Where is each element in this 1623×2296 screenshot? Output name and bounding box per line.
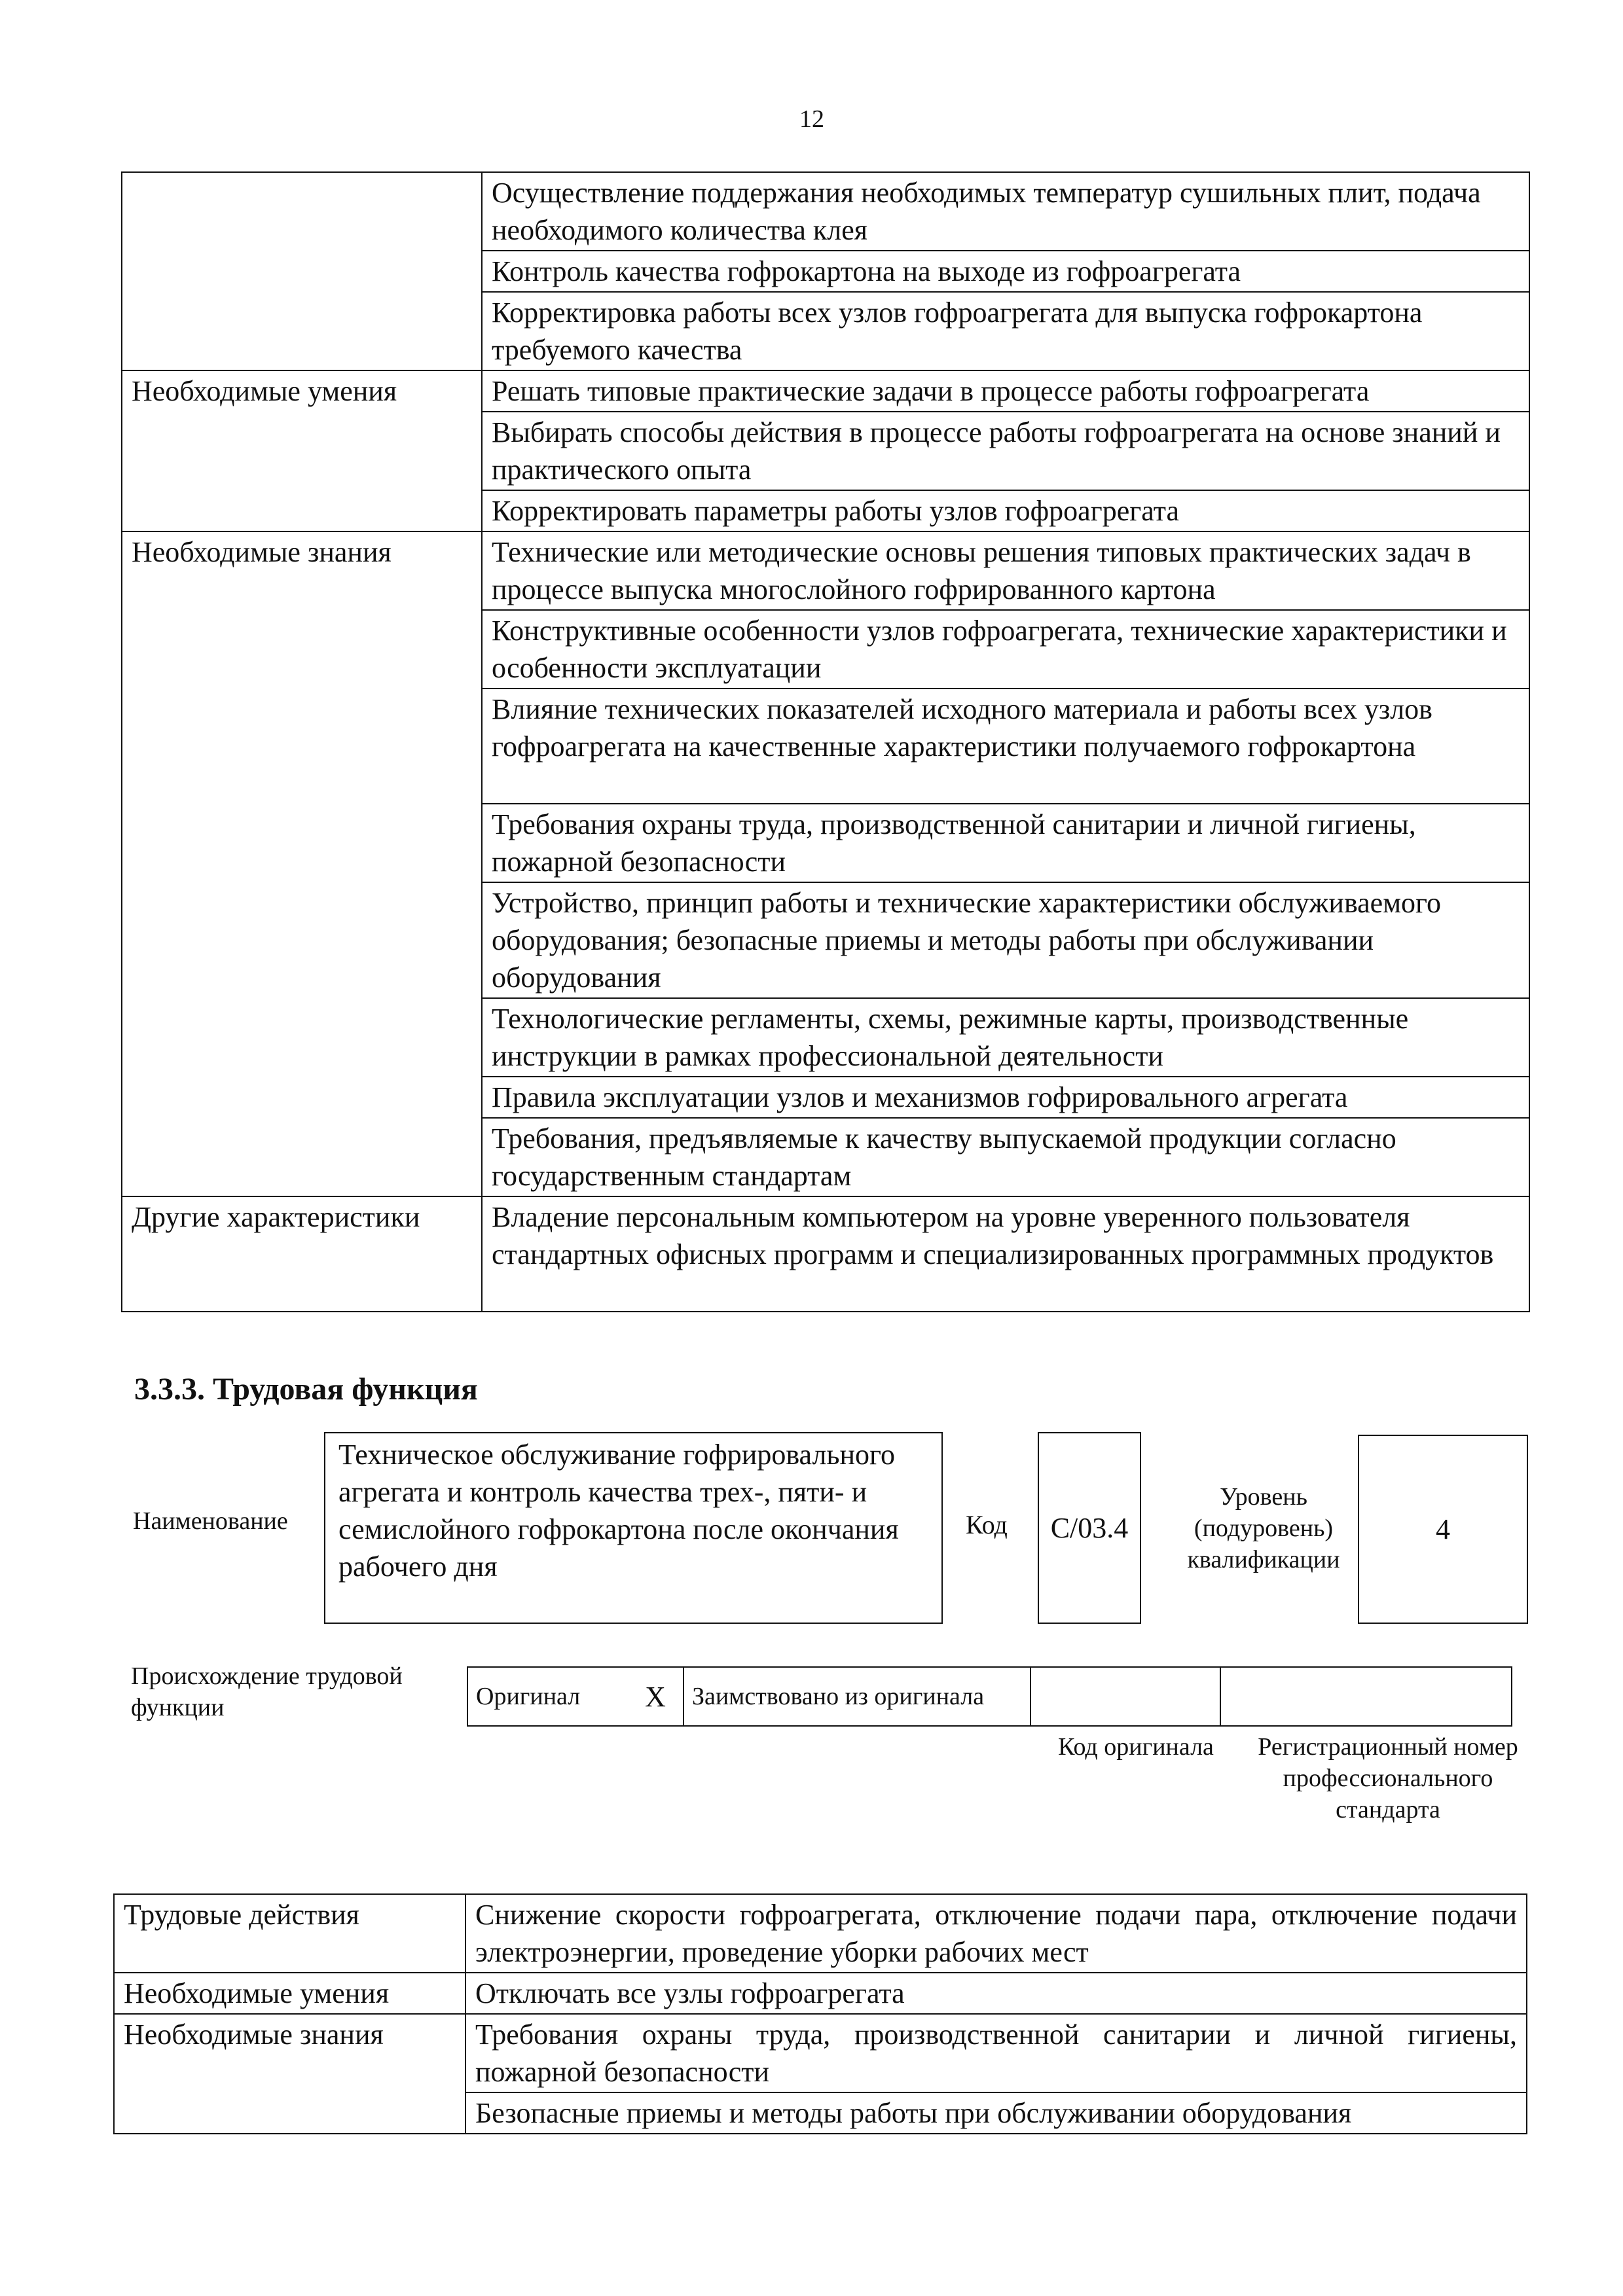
row-label: Необходимые умения bbox=[122, 370, 482, 531]
row-label: Необходимые знания bbox=[122, 531, 482, 1196]
labor-function-table bbox=[113, 1893, 1527, 2134]
row-text: Конструктивные особенности узлов гофроагрегата, технические характеристики и особенности эксплуатации bbox=[482, 610, 1529, 689]
origin-reg-cell bbox=[1220, 1667, 1512, 1726]
table-row bbox=[114, 1973, 1527, 2014]
row-text: Снижение скорости гофроагрегата, отключение подачи пара, отключение подачи электроэнергии, проведение уборки рабочих мест bbox=[465, 1894, 1527, 1973]
code-value-text: С/03.4 bbox=[1050, 1512, 1129, 1544]
table-row bbox=[114, 2014, 1527, 2092]
page-number: 12 bbox=[799, 105, 824, 133]
row-label: Необходимые умения bbox=[114, 1973, 465, 2014]
row-text: Осуществление поддержания необходимых температур сушильных плит, подача необходимого количества клея bbox=[482, 172, 1529, 251]
origin-mark: X bbox=[628, 1667, 684, 1726]
requirements-table bbox=[121, 171, 1530, 1312]
row-text: Отключать все узлы гофроагрегата bbox=[465, 1973, 1527, 2014]
origin-reg-caption: Регистрационный номер профессионального стандарта bbox=[1258, 1733, 1518, 1823]
row-text: Требования, предъявляемые к качеству выпускаемой продукции согласно государственным стандартам bbox=[482, 1118, 1529, 1196]
row-text: Влияние технических показателей исходного материала и работы всех узлов гофроагрегата на качественные характеристики получаемого гофрокартона bbox=[482, 689, 1529, 804]
origin-original-label: Оригинал bbox=[467, 1667, 628, 1726]
section-heading: 3.3.3. Трудовая функция bbox=[134, 1372, 478, 1407]
table-row bbox=[122, 1196, 1529, 1312]
level-value-text: 4 bbox=[1436, 1513, 1450, 1545]
row-text: Корректировка работы всех узлов гофроагрегата для выпуска гофрокартона требуемого качества bbox=[482, 292, 1529, 370]
level-label: Уровень (подуровень) квалификации bbox=[1187, 1483, 1340, 1573]
row-text: Технические или методические основы решения типовых практических задач в процессе выпуска многослойного гофрированного картона bbox=[482, 531, 1529, 610]
row-label bbox=[122, 172, 482, 370]
origin-code-caption: Код оригинала bbox=[1058, 1733, 1214, 1761]
origin-code-cell bbox=[1030, 1667, 1220, 1726]
table-row bbox=[114, 1894, 1527, 1973]
origin-borrowed-label: Заимствовано из оригинала bbox=[684, 1667, 1030, 1726]
name-value: Техническое обслуживание гофрировального агрегата и контроль качества трех-, пяти- и семислойного гофрокартона после окончания рабочего дня bbox=[324, 1432, 943, 1624]
row-text: Устройство, принцип работы и технические характеристики обслуживаемого оборудования; безопасные приемы и методы работы при обслуживании оборудования bbox=[482, 882, 1529, 998]
row-text: Контроль качества гофрокартона на выходе из гофроагрегата bbox=[482, 251, 1529, 292]
row-text: Корректировать параметры работы узлов гофроагрегата bbox=[482, 490, 1529, 531]
row-label: Другие характеристики bbox=[122, 1196, 482, 1312]
row-label: Необходимые знания bbox=[114, 2014, 465, 2134]
table-row bbox=[122, 172, 1529, 251]
row-label: Трудовые действия bbox=[114, 1894, 465, 1973]
table-row bbox=[467, 1667, 1512, 1726]
table-row bbox=[122, 370, 1529, 412]
row-text: Выбирать способы действия в процессе работы гофроагрегата на основе знаний и практического опыта bbox=[482, 412, 1529, 490]
level-value bbox=[1358, 1435, 1528, 1624]
row-text: Технологические регламенты, схемы, режимные карты, производственные инструкции в рамках профессиональной деятельности bbox=[482, 998, 1529, 1077]
origin-label: Происхождение трудовой функции bbox=[131, 1662, 403, 1721]
origin-table bbox=[467, 1666, 1512, 1727]
code-label: Код bbox=[966, 1510, 1008, 1539]
row-text: Владение персональным компьютером на уровне уверенного пользователя стандартных офисных программ и специализированных программных продуктов bbox=[482, 1196, 1529, 1312]
name-label: Наименование bbox=[133, 1507, 288, 1535]
code-value bbox=[1038, 1432, 1141, 1624]
row-text: Решать типовые практические задачи в процессе работы гофроагрегата bbox=[482, 370, 1529, 412]
row-text: Требования охраны труда, производственной санитарии и личной гигиены, пожарной безопасности bbox=[465, 2014, 1527, 2092]
row-text: Безопасные приемы и методы работы при обслуживании оборудования bbox=[465, 2092, 1527, 2134]
table-row bbox=[122, 531, 1529, 610]
row-text: Правила эксплуатации узлов и механизмов гофрировального агрегата bbox=[482, 1077, 1529, 1118]
row-text: Требования охраны труда, производственной санитарии и личной гигиены, пожарной безопасности bbox=[482, 804, 1529, 882]
